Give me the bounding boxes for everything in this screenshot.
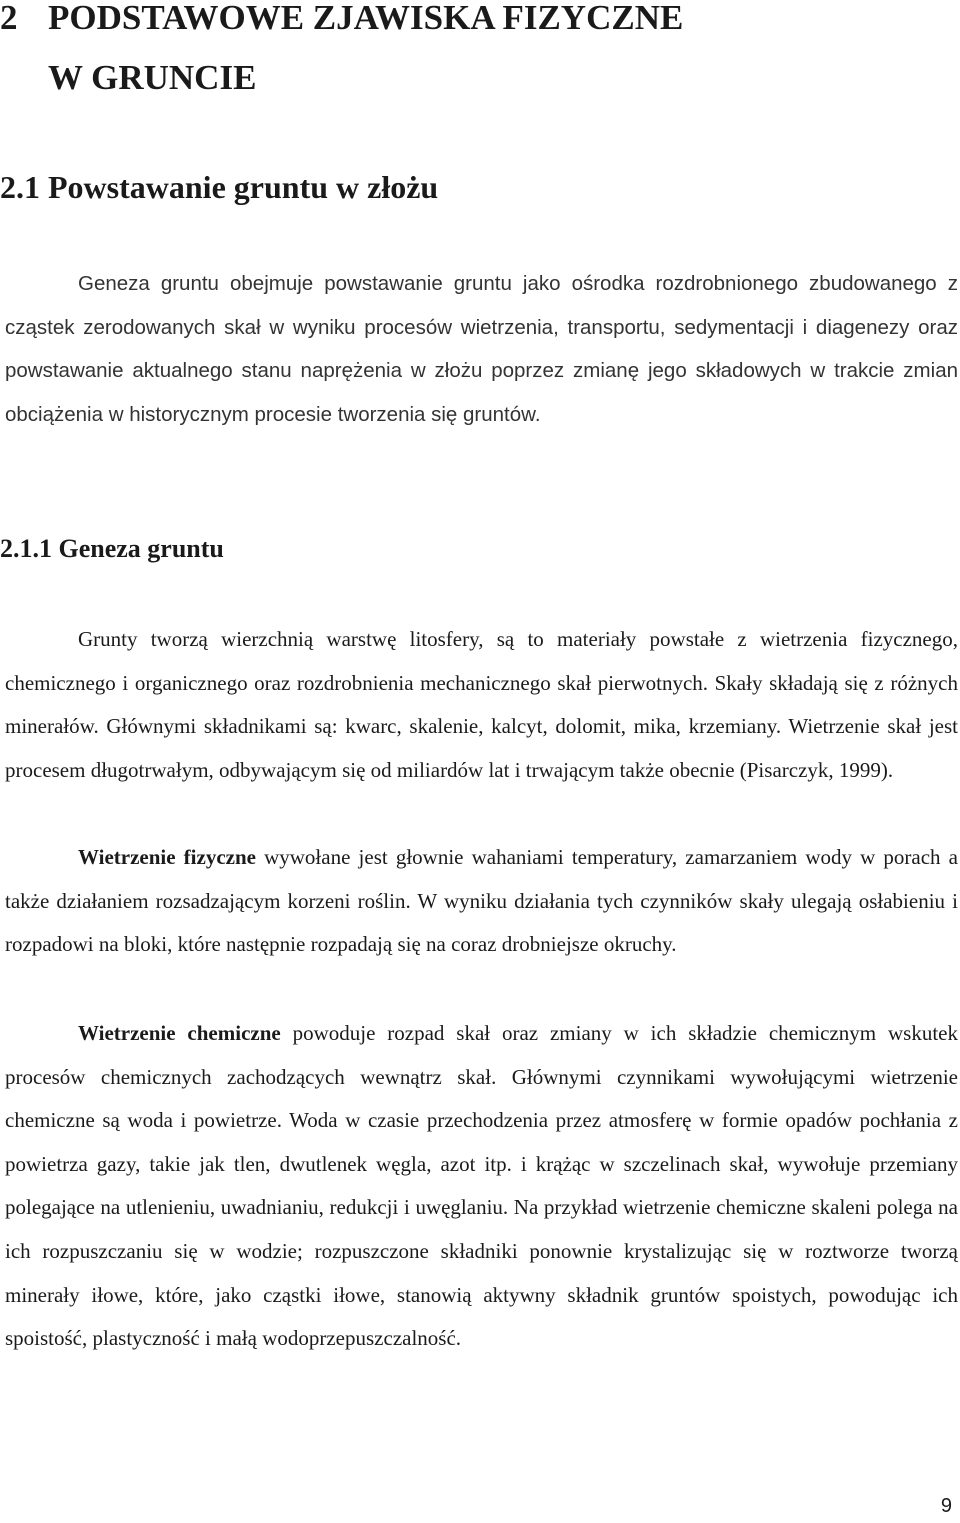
paragraph-intro: Geneza gruntu obejmuje powstawanie gruntu jako ośrodka rozdrobnionego zbudowanego z cząstek zerodowanych skał w wyniku procesów wietrzenia, transportu, sedymentacji i diagenezy oraz powstawanie aktualnego stanu naprężenia w złożu poprzez zmianę jego składowych w trakcie zmian obciążenia w historycznym procesie tworzenia się gruntów.	[5, 272, 958, 426]
subsection-heading: 2.1.1 Geneza gruntu	[0, 534, 224, 563]
paragraph-wietrzenie-chemiczne-text: powoduje rozpad skał oraz zmiany w ich składzie chemicznym wskutek procesów chemicznych zachodzących wewnątrz skał. Głównymi czynnikami wywołującymi wietrzenie chemiczne są woda i powietrze. Woda w czasie przechodzenia przez atmosferę w formie opadów pochłania z powietrza gazy, takie jak tlen, dwutlenek węgla, azot itp. i krążąc w szczelinach skał, wywołuje przemiany polegające na utlenieniu, uwadnianiu, redukcji i uwęglaniu. Na przykład wietrzenie chemiczne skaleni polega na ich rozpuszczaniu się w wodzie; rozpuszczone składniki ponownie krystalizując się w roztworze tworzą minerały iłowe, które, jako cząstki iłowe, stanowią aktywny składnik gruntów spoistych, powodując ich spoistość, plastyczność i małą wodoprzepuszczalność.	[5, 1021, 959, 1351]
chapter-number: 2	[0, 0, 18, 37]
paragraph-wietrzenie-fizyczne-text: wywołane jest głownie wahaniami temperatury, zamarzaniem wody w porach a także działaniem rozsadzającym korzeni roślin. W wyniku działania tych czynników skały ulegają osłabieniu i rozpadowi na bloki, które następnie rozpadają się na coraz drobniejsze okruchy.	[5, 845, 958, 957]
term-wietrzenie-chemiczne: Wietrzenie chemiczne	[78, 1021, 281, 1045]
section-heading: 2.1 Powstawanie gruntu w złożu	[0, 169, 439, 205]
page-number: 9	[940, 1495, 952, 1517]
paragraph-wietrzenie-chemiczne	[5, 1012, 958, 1361]
paragraph-wietrzenie-fizyczne	[5, 836, 958, 967]
paragraph-grunty: Grunty tworzą wierzchnią warstwę litosfery, są to materiały powstałe z wietrzenia fizycznego, chemicznego i organicznego oraz rozdrobnienia mechanicznego skał pierwotnych. Skały składają się z różnych minerałów. Głównymi składnikami są: kwarc, skalenie, kalcyt, dolomit, mika, krzemiany. Wietrzenie skał jest procesem długotrwałym, odbywającym się od miliardów lat i trwającym także obecnie (Pisarczyk, 1999).	[5, 627, 958, 782]
chapter-title-line1: PODSTAWOWE ZJAWISKA FIZYCZNE	[48, 0, 684, 37]
chapter-heading	[0, 0, 960, 108]
term-wietrzenie-fizyczne: Wietrzenie fizyczne	[78, 845, 256, 869]
chapter-title-line2: W GRUNCIE	[48, 58, 257, 97]
